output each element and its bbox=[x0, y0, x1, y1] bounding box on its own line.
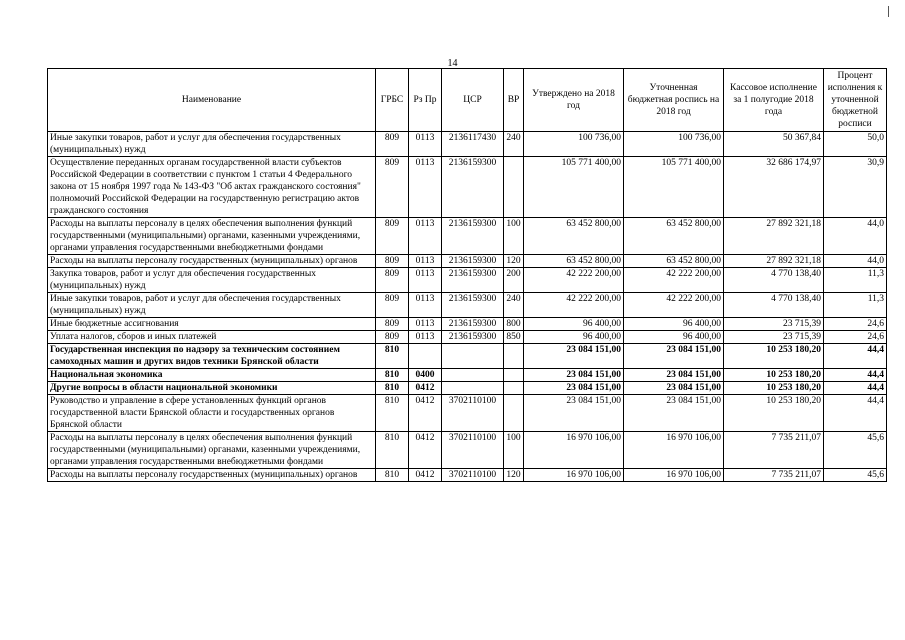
table-row bbox=[48, 318, 887, 331]
table-cell-approved: 23 084 151,00 bbox=[524, 369, 624, 382]
table-cell-cash: 27 892 321,18 bbox=[724, 255, 824, 268]
header-vr: ВР bbox=[504, 69, 524, 132]
table-cell-percent: 11,3 bbox=[824, 268, 887, 293]
table-cell-cash: 10 253 180,20 bbox=[724, 382, 824, 395]
table-cell-cash: 27 892 321,18 bbox=[724, 218, 824, 255]
table-cell-name: Другие вопросы в области национальной экономики bbox=[48, 382, 376, 395]
table-row bbox=[48, 382, 887, 395]
table-cell-percent: 11,3 bbox=[824, 293, 887, 318]
table-cell-rzpr: 0113 bbox=[409, 331, 442, 344]
table-cell-percent: 44,0 bbox=[824, 218, 887, 255]
table-cell-vr bbox=[504, 395, 524, 432]
table-row bbox=[48, 255, 887, 268]
table-cell-vr: 800 bbox=[504, 318, 524, 331]
table-cell-name: Расходы на выплаты персоналу государственных (муниципальных) органов bbox=[48, 469, 376, 482]
table-cell-csr: 2136159300 bbox=[442, 268, 504, 293]
budget-table bbox=[47, 68, 887, 482]
table-cell-csr: 2136159300 bbox=[442, 218, 504, 255]
table-cell-vr: 200 bbox=[504, 268, 524, 293]
table-cell-specified: 16 970 106,00 bbox=[624, 469, 724, 482]
table-cell-specified: 16 970 106,00 bbox=[624, 432, 724, 469]
table-cell-specified: 42 222 200,00 bbox=[624, 293, 724, 318]
table-cell-approved: 16 970 106,00 bbox=[524, 432, 624, 469]
table-cell-percent: 44,4 bbox=[824, 369, 887, 382]
header-csr: ЦСР bbox=[442, 69, 504, 132]
table-cell-percent: 30,9 bbox=[824, 157, 887, 218]
table-cell-vr bbox=[504, 344, 524, 369]
table-cell-name: Государственная инспекция по надзору за техническим состоянием самоходных машин и других видов техники Брянской области bbox=[48, 344, 376, 369]
table-cell-cash: 10 253 180,20 bbox=[724, 344, 824, 369]
table-cell-name: Осуществление переданных органам государственной власти субъектов Российской Федерации в соответствии с пунктом 1 статьи 4 Федерального закона от 15 ноября 1997 года № 143-ФЗ "Об актах гражданского состояния" полномочий Российской Федерации на государственную регистрацию актов гражданского состояния bbox=[48, 157, 376, 218]
table-cell-approved: 23 084 151,00 bbox=[524, 395, 624, 432]
table-cell-grbs: 809 bbox=[376, 318, 409, 331]
table-cell-name: Иные закупки товаров, работ и услуг для обеспечения государственных (муниципальных) нужд bbox=[48, 132, 376, 157]
table-cell-approved: 63 452 800,00 bbox=[524, 218, 624, 255]
table-cell-grbs: 809 bbox=[376, 293, 409, 318]
table-cell-name: Иные бюджетные ассигнования bbox=[48, 318, 376, 331]
table-cell-vr bbox=[504, 157, 524, 218]
table-cell-percent: 44,0 bbox=[824, 255, 887, 268]
table-cell-percent: 44,4 bbox=[824, 395, 887, 432]
table-cell-name: Национальная экономика bbox=[48, 369, 376, 382]
header-specified: Уточненная бюджетная роспись на 2018 год bbox=[624, 69, 724, 132]
table-cell-approved: 96 400,00 bbox=[524, 331, 624, 344]
table-cell-name: Расходы на выплаты персоналу государственных (муниципальных) органов bbox=[48, 255, 376, 268]
table-cell-grbs: 810 bbox=[376, 382, 409, 395]
header-approved: Утверждено на 2018 год bbox=[524, 69, 624, 132]
table-cell-cash: 32 686 174,97 bbox=[724, 157, 824, 218]
table-cell-grbs: 809 bbox=[376, 157, 409, 218]
table-cell-csr bbox=[442, 369, 504, 382]
table-cell-specified: 100 736,00 bbox=[624, 132, 724, 157]
table-cell-percent: 44,4 bbox=[824, 344, 887, 369]
table-cell-percent: 24,6 bbox=[824, 318, 887, 331]
table-cell-cash: 50 367,84 bbox=[724, 132, 824, 157]
table-cell-grbs: 810 bbox=[376, 369, 409, 382]
table-cell-approved: 16 970 106,00 bbox=[524, 469, 624, 482]
table-cell-vr: 120 bbox=[504, 255, 524, 268]
table-cell-specified: 63 452 800,00 bbox=[624, 255, 724, 268]
page-number: 14 bbox=[447, 58, 458, 69]
table-cell-percent: 44,4 bbox=[824, 382, 887, 395]
table-cell-name: Расходы на выплаты персоналу в целях обеспечения выполнения функций государственными (муниципальными) органами, казенными учреждениями, органами управления государственными внебюджетными фондами bbox=[48, 432, 376, 469]
table-cell-approved: 96 400,00 bbox=[524, 318, 624, 331]
table-cell-approved: 23 084 151,00 bbox=[524, 382, 624, 395]
table-row bbox=[48, 132, 887, 157]
table-cell-cash: 7 735 211,07 bbox=[724, 469, 824, 482]
table-cell-csr: 3702110100 bbox=[442, 469, 504, 482]
table-cell-grbs: 809 bbox=[376, 331, 409, 344]
table-cell-csr: 3702110100 bbox=[442, 395, 504, 432]
table-cell-csr: 2136159300 bbox=[442, 157, 504, 218]
table-cell-rzpr: 0113 bbox=[409, 318, 442, 331]
table-cell-csr bbox=[442, 382, 504, 395]
table-cell-specified: 42 222 200,00 bbox=[624, 268, 724, 293]
table-cell-csr: 2136159300 bbox=[442, 318, 504, 331]
table-cell-rzpr: 0113 bbox=[409, 255, 442, 268]
table-cell-cash: 10 253 180,20 bbox=[724, 395, 824, 432]
table-cell-name: Расходы на выплаты персоналу в целях обеспечения выполнения функций государственными (муниципальными) органами, казенными учреждениями, органами управления государственными внебюджетными фондами bbox=[48, 218, 376, 255]
table-header-row bbox=[48, 69, 887, 132]
table-cell-grbs: 810 bbox=[376, 344, 409, 369]
table-cell-specified: 23 084 151,00 bbox=[624, 369, 724, 382]
table-cell-cash: 4 770 138,40 bbox=[724, 293, 824, 318]
table-cell-specified: 23 084 151,00 bbox=[624, 395, 724, 432]
table-cell-specified: 96 400,00 bbox=[624, 318, 724, 331]
header-name: Наименование bbox=[48, 69, 376, 132]
table-cell-rzpr: 0113 bbox=[409, 218, 442, 255]
table-cell-grbs: 809 bbox=[376, 255, 409, 268]
table-cell-name: Иные закупки товаров, работ и услуг для обеспечения государственных (муниципальных) нужд bbox=[48, 293, 376, 318]
table-cell-csr: 2136159300 bbox=[442, 331, 504, 344]
table-cell-approved: 42 222 200,00 bbox=[524, 268, 624, 293]
table-row bbox=[48, 268, 887, 293]
table-cell-csr: 2136117430 bbox=[442, 132, 504, 157]
table-cell-cash: 7 735 211,07 bbox=[724, 432, 824, 469]
table-cell-name: Руководство и управление в сфере установленных функций органов государственной власти Брянской области и государственных органов Брянской области bbox=[48, 395, 376, 432]
table-cell-percent: 45,6 bbox=[824, 469, 887, 482]
table-cell-grbs: 809 bbox=[376, 218, 409, 255]
table-cell-cash: 4 770 138,40 bbox=[724, 268, 824, 293]
table-cell-grbs: 809 bbox=[376, 132, 409, 157]
table-cell-cash: 10 253 180,20 bbox=[724, 369, 824, 382]
table-cell-csr: 2136159300 bbox=[442, 293, 504, 318]
table-cell-rzpr: 0400 bbox=[409, 369, 442, 382]
table-cell-vr: 100 bbox=[504, 432, 524, 469]
table-row bbox=[48, 344, 887, 369]
table-cell-vr: 240 bbox=[504, 132, 524, 157]
header-grbs: ГРБС bbox=[376, 69, 409, 132]
table-cell-vr bbox=[504, 369, 524, 382]
table-cell-rzpr: 0412 bbox=[409, 432, 442, 469]
table-cell-rzpr: 0412 bbox=[409, 382, 442, 395]
table-cell-vr: 120 bbox=[504, 469, 524, 482]
table-cell-name: Закупка товаров, работ и услуг для обеспечения государственных (муниципальных) нужд bbox=[48, 268, 376, 293]
table-cell-rzpr: 0113 bbox=[409, 157, 442, 218]
table-cell-vr bbox=[504, 382, 524, 395]
table-cell-approved: 23 084 151,00 bbox=[524, 344, 624, 369]
table-row bbox=[48, 218, 887, 255]
table-cell-specified: 23 084 151,00 bbox=[624, 382, 724, 395]
table-row bbox=[48, 157, 887, 218]
table-cell-specified: 23 084 151,00 bbox=[624, 344, 724, 369]
table-cell-csr: 3702110100 bbox=[442, 432, 504, 469]
header-percent: Процент исполнения к уточненной бюджетной росписи bbox=[824, 69, 887, 132]
table-cell-rzpr bbox=[409, 344, 442, 369]
table-cell-cash: 23 715,39 bbox=[724, 331, 824, 344]
table-cell-percent: 24,6 bbox=[824, 331, 887, 344]
table-cell-grbs: 809 bbox=[376, 268, 409, 293]
table-cell-approved: 42 222 200,00 bbox=[524, 293, 624, 318]
table-row bbox=[48, 395, 887, 432]
table-cell-specified: 105 771 400,00 bbox=[624, 157, 724, 218]
table-cell-name: Уплата налогов, сборов и иных платежей bbox=[48, 331, 376, 344]
table-row bbox=[48, 331, 887, 344]
table-cell-percent: 45,6 bbox=[824, 432, 887, 469]
table-cell-grbs: 810 bbox=[376, 432, 409, 469]
table-cell-vr: 100 bbox=[504, 218, 524, 255]
table-cell-rzpr: 0412 bbox=[409, 395, 442, 432]
table-cell-rzpr: 0113 bbox=[409, 268, 442, 293]
table-cell-specified: 63 452 800,00 bbox=[624, 218, 724, 255]
table-cell-grbs: 810 bbox=[376, 469, 409, 482]
table-cell-csr bbox=[442, 344, 504, 369]
table-cell-approved: 100 736,00 bbox=[524, 132, 624, 157]
table-cell-percent: 50,0 bbox=[824, 132, 887, 157]
table-row bbox=[48, 369, 887, 382]
table-cell-vr: 850 bbox=[504, 331, 524, 344]
table-cell-rzpr: 0113 bbox=[409, 293, 442, 318]
table-cell-rzpr: 0412 bbox=[409, 469, 442, 482]
header-cash: Кассовое исполнение за 1 полугодие 2018 года bbox=[724, 69, 824, 132]
table-cell-cash: 23 715,39 bbox=[724, 318, 824, 331]
table-cell-approved: 63 452 800,00 bbox=[524, 255, 624, 268]
table-row bbox=[48, 432, 887, 469]
table-cell-grbs: 810 bbox=[376, 395, 409, 432]
table-cell-vr: 240 bbox=[504, 293, 524, 318]
table-cell-csr: 2136159300 bbox=[442, 255, 504, 268]
header-rzpr: Рз Пр bbox=[409, 69, 442, 132]
table-row bbox=[48, 293, 887, 318]
table-cell-approved: 105 771 400,00 bbox=[524, 157, 624, 218]
table-row bbox=[48, 469, 887, 482]
table-cell-specified: 96 400,00 bbox=[624, 331, 724, 344]
edge-mark bbox=[888, 6, 889, 17]
table-cell-rzpr: 0113 bbox=[409, 132, 442, 157]
